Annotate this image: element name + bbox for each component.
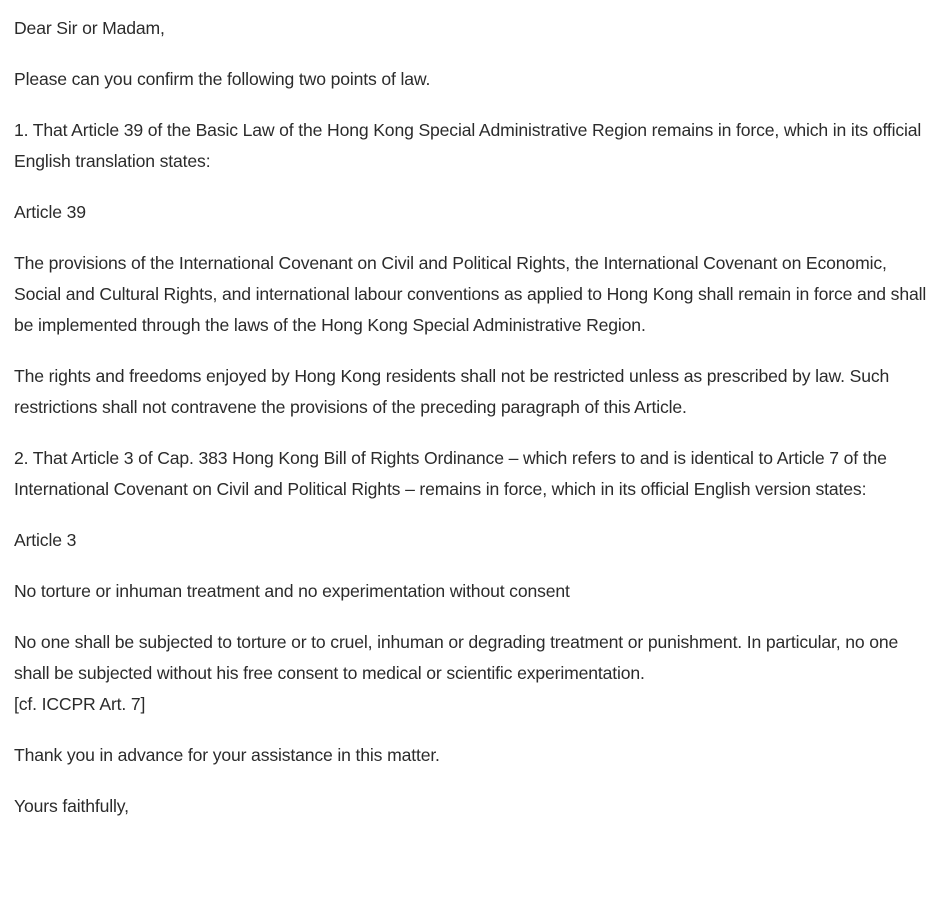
article-3-body	[14, 627, 932, 720]
article-3-body-text: No one shall be subjected to torture or to cruel, inhuman or degrading treatment or punishment. In particular, no one shall be subjected without his free consent to medical or scientific experimentation.	[14, 632, 899, 683]
article-39-paragraph-1: The provisions of the International Covenant on Civil and Political Rights, the International Covenant on Economic, Social and Cultural Rights, and international labour conventions as applied to Hong Kong shall remain in force and shall be implemented through the laws of the Hong Kong Special Administrative Region.	[14, 253, 927, 335]
point-2-paragraph: 2. That Article 3 of Cap. 383 Hong Kong Bill of Rights Ordinance – which refers to and is identical to Article 7 of the International Covenant on Civil and Political Rights – remains in force, which in its official English version states:	[14, 448, 887, 499]
article-39-paragraph-2: The rights and freedoms enjoyed by Hong Kong residents shall not be restricted unless as prescribed by law. Such restrictions shall not contravene the provisions of the preceding paragraph of this Article.	[14, 366, 890, 417]
article-3-citation: [cf. ICCPR Art. 7]	[14, 694, 146, 714]
salutation: Dear Sir or Madam,	[14, 18, 165, 38]
letter-body	[14, 13, 932, 822]
thanks-paragraph: Thank you in advance for your assistance in this matter.	[14, 745, 440, 765]
article-39-heading: Article 39	[14, 202, 86, 222]
article-3-title: No torture or inhuman treatment and no experimentation without consent	[14, 581, 570, 601]
bottom-fade	[0, 890, 936, 914]
article-3-heading: Article 3	[14, 530, 77, 550]
request-paragraph: Please can you confirm the following two points of law.	[14, 69, 431, 89]
closing: Yours faithfully,	[14, 796, 129, 816]
point-1-paragraph: 1. That Article 39 of the Basic Law of the Hong Kong Special Administrative Region remains in force, which in its official English translation states:	[14, 120, 922, 171]
